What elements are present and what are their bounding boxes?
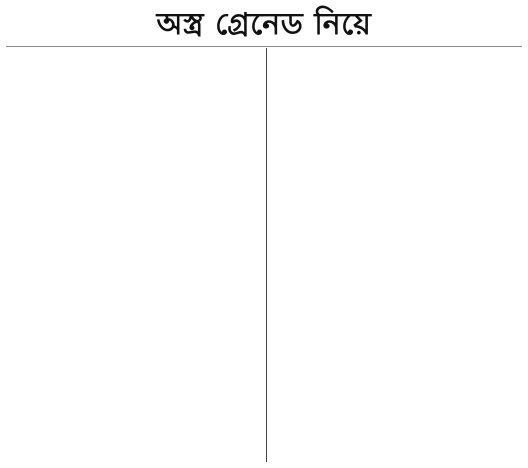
article-column-left: [6, 48, 262, 462]
headline: অস্ত্র গ্রেনেড নিয়ে: [156, 7, 372, 42]
article-column-right: [272, 48, 522, 462]
headline-rule: [6, 46, 522, 47]
headline-area: [0, 4, 528, 46]
column-divider: [266, 48, 267, 462]
